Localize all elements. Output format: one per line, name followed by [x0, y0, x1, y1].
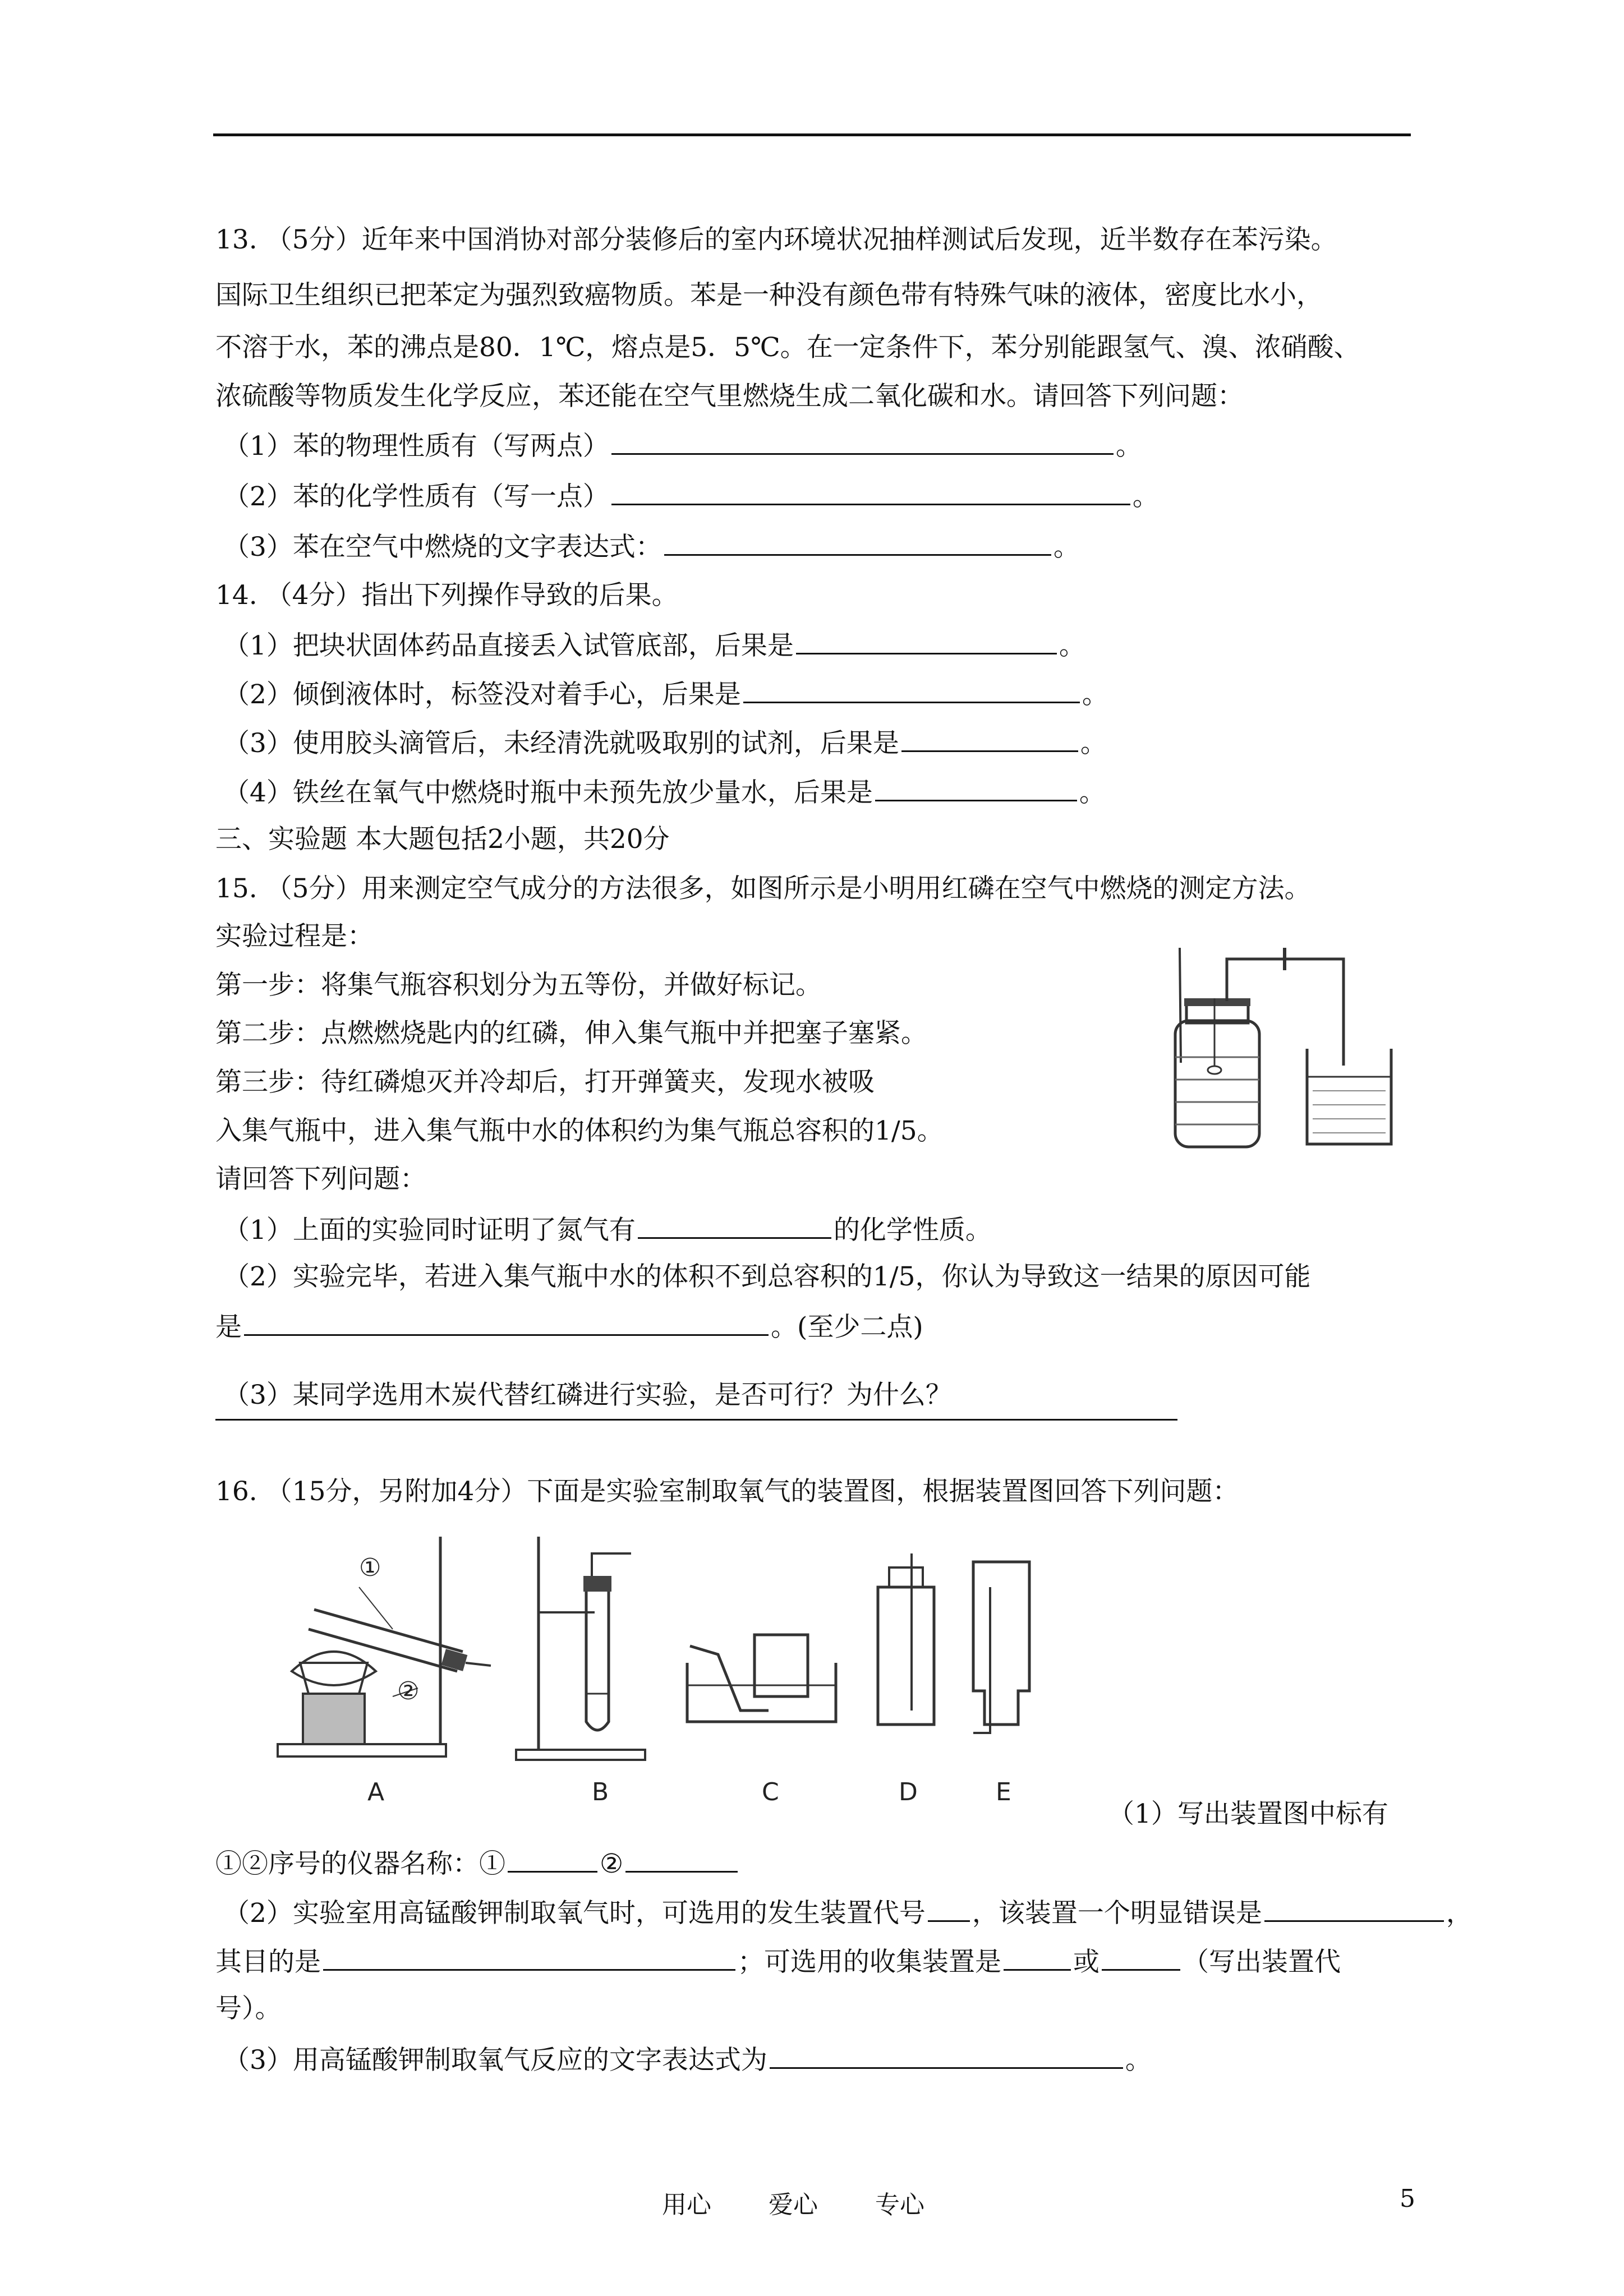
label-a: A: [367, 1778, 385, 1806]
q14-title: 14. （4分）指出下列操作导致的后果。: [215, 580, 678, 611]
answer-blank[interactable]: [638, 1211, 831, 1239]
oxygen-apparatus-figure: [275, 1531, 1071, 1811]
answer-blank[interactable]: [611, 427, 1114, 455]
apparatus-c: [687, 1635, 836, 1806]
label-d: D: [899, 1778, 918, 1806]
label-c: C: [762, 1778, 779, 1806]
marker-2: ②: [397, 1677, 420, 1705]
apparatus-a: [278, 1537, 491, 1806]
q16-sub1a: （1）写出装置图中标有: [1108, 1799, 1388, 1829]
answer-blank[interactable]: [323, 1943, 735, 1971]
page-number: 5: [1400, 2184, 1415, 2213]
answer-blank[interactable]: [1004, 1943, 1071, 1971]
q16-sub1b: ①②序号的仪器名称：① ②: [215, 1845, 740, 1881]
q15-step2: 第二步：点燃燃烧匙内的红磷，伸入集气瓶中并把塞子塞紧。: [215, 1018, 927, 1049]
q16-sub2d: 其目的是 ；可选用的收集装置是 或 （写出装置代: [215, 1943, 1341, 1979]
marker-1: ①: [359, 1553, 381, 1582]
q16-line1: 16. （15分，另附加4分）下面是实验室制取氧气的装置图，根据装置图回答下列问题：: [215, 1476, 1239, 1507]
q15-line1: 15. （5分）用来测定空气成分的方法很多，如图所示是小明用红磷在空气中燃烧的测定方法。: [215, 873, 1311, 904]
air-composition-apparatus-figure: [1164, 925, 1419, 1150]
answer-blank[interactable]: [875, 774, 1077, 801]
q13-sub3: （3）苯在空气中燃烧的文字表达式： 。: [223, 528, 1080, 564]
q13-sub1: （1）苯的物理性质有（写两点） 。: [223, 427, 1142, 463]
q15-ask: 请回答下列问题：: [215, 1164, 426, 1195]
answer-blank[interactable]: [1102, 1943, 1180, 1971]
footer-word-1: 用心: [662, 2191, 711, 2219]
header-rule: [213, 133, 1411, 136]
q14-sub1: （1）把块状固体药品直接丢入试管底部，后果是 。: [223, 627, 1085, 663]
answer-blank[interactable]: [664, 528, 1051, 556]
answer-blank[interactable]: [244, 1308, 769, 1336]
label-b: B: [592, 1778, 609, 1806]
answer-blank[interactable]: [770, 2041, 1123, 2069]
q15-sub2b: 是 。(至少二点): [215, 1308, 923, 1344]
q16-sub2h: 号）。: [215, 1993, 282, 2024]
answer-blank[interactable]: [508, 1845, 597, 1873]
answer-blank[interactable]: [928, 1894, 970, 1922]
section3-heading: 三、实验题 本大题包括2小题，共20分: [215, 824, 670, 855]
q15-sub1: （1）上面的实验同时证明了氮气有 的化学性质。: [223, 1211, 992, 1247]
answer-blank[interactable]: [611, 478, 1130, 505]
q14-sub3: （3）使用胶头滴管后，未经清洗就吸取别的试剂，后果是 。: [223, 725, 1107, 760]
q16-sub2a: （2）实验室用高锰酸钾制取氧气时，可选用的发生装置代号 ，该装置一个明显错误是 ，: [223, 1894, 1473, 1930]
q15-step3a: 第三步：待红磷熄灭并冷却后，打开弹簧夹，发现水被吸: [215, 1067, 875, 1098]
q13-line4: 浓硫酸等物质发生化学反应，苯还能在空气里燃烧生成二氧化碳和水。请回答下列问题：: [215, 381, 1244, 412]
footer-word-2: 爱心: [769, 2191, 818, 2219]
answer-line[interactable]: [215, 1419, 1177, 1421]
q16-sub3: （3）用高锰酸钾制取氧气反应的文字表达式为 。: [223, 2041, 1152, 2077]
apparatus-b: [516, 1537, 645, 1806]
answer-blank[interactable]: [901, 725, 1078, 752]
q15-step1: 第一步：将集气瓶容积划分为五等份，并做好标记。: [215, 970, 822, 1001]
footer-word-3: 专心: [875, 2191, 924, 2219]
answer-blank[interactable]: [1264, 1894, 1444, 1922]
q14-sub2: （2）倾倒液体时，标签没对着手心，后果是 。: [223, 676, 1108, 712]
q13-sub2: （2）苯的化学性质有（写一点） 。: [223, 478, 1159, 514]
q15-sub3: （3）某同学选用木炭代替红磷进行实验，是否可行？为什么？: [223, 1380, 952, 1410]
q13-line1: 13. （5分）近年来中国消协对部分装修后的室内环境状况抽样测试后发现，近半数存在苯污染。: [215, 224, 1337, 255]
q15-step3b: 入集气瓶中，进入集气瓶中水的体积约为集气瓶总容积的1/5。: [215, 1115, 944, 1146]
apparatus-e: [973, 1562, 1029, 1806]
q13-line3: 不溶于水，苯的沸点是80．1℃，熔点是5．5℃。在一定条件下，苯分别能跟氢气、溴、浓硝酸、: [215, 332, 1360, 363]
answer-blank[interactable]: [625, 1845, 738, 1873]
answer-blank[interactable]: [796, 627, 1057, 654]
q14-sub4: （4）铁丝在氧气中燃烧时瓶中未预先放少量水，后果是 。: [223, 774, 1106, 810]
apparatus-d: [878, 1553, 934, 1806]
label-e: E: [996, 1778, 1011, 1806]
q13-line2: 国际卫生组织已把苯定为强烈致癌物质。苯是一种没有颜色带有特殊气味的液体，密度比水小，: [215, 280, 1323, 311]
q15-line2: 实验过程是：: [215, 921, 374, 952]
q15-sub2a: （2）实验完毕，若进入集气瓶中水的体积不到总容积的1/5，你认为导致这一结果的原因可能: [223, 1261, 1311, 1292]
answer-blank[interactable]: [743, 676, 1080, 703]
